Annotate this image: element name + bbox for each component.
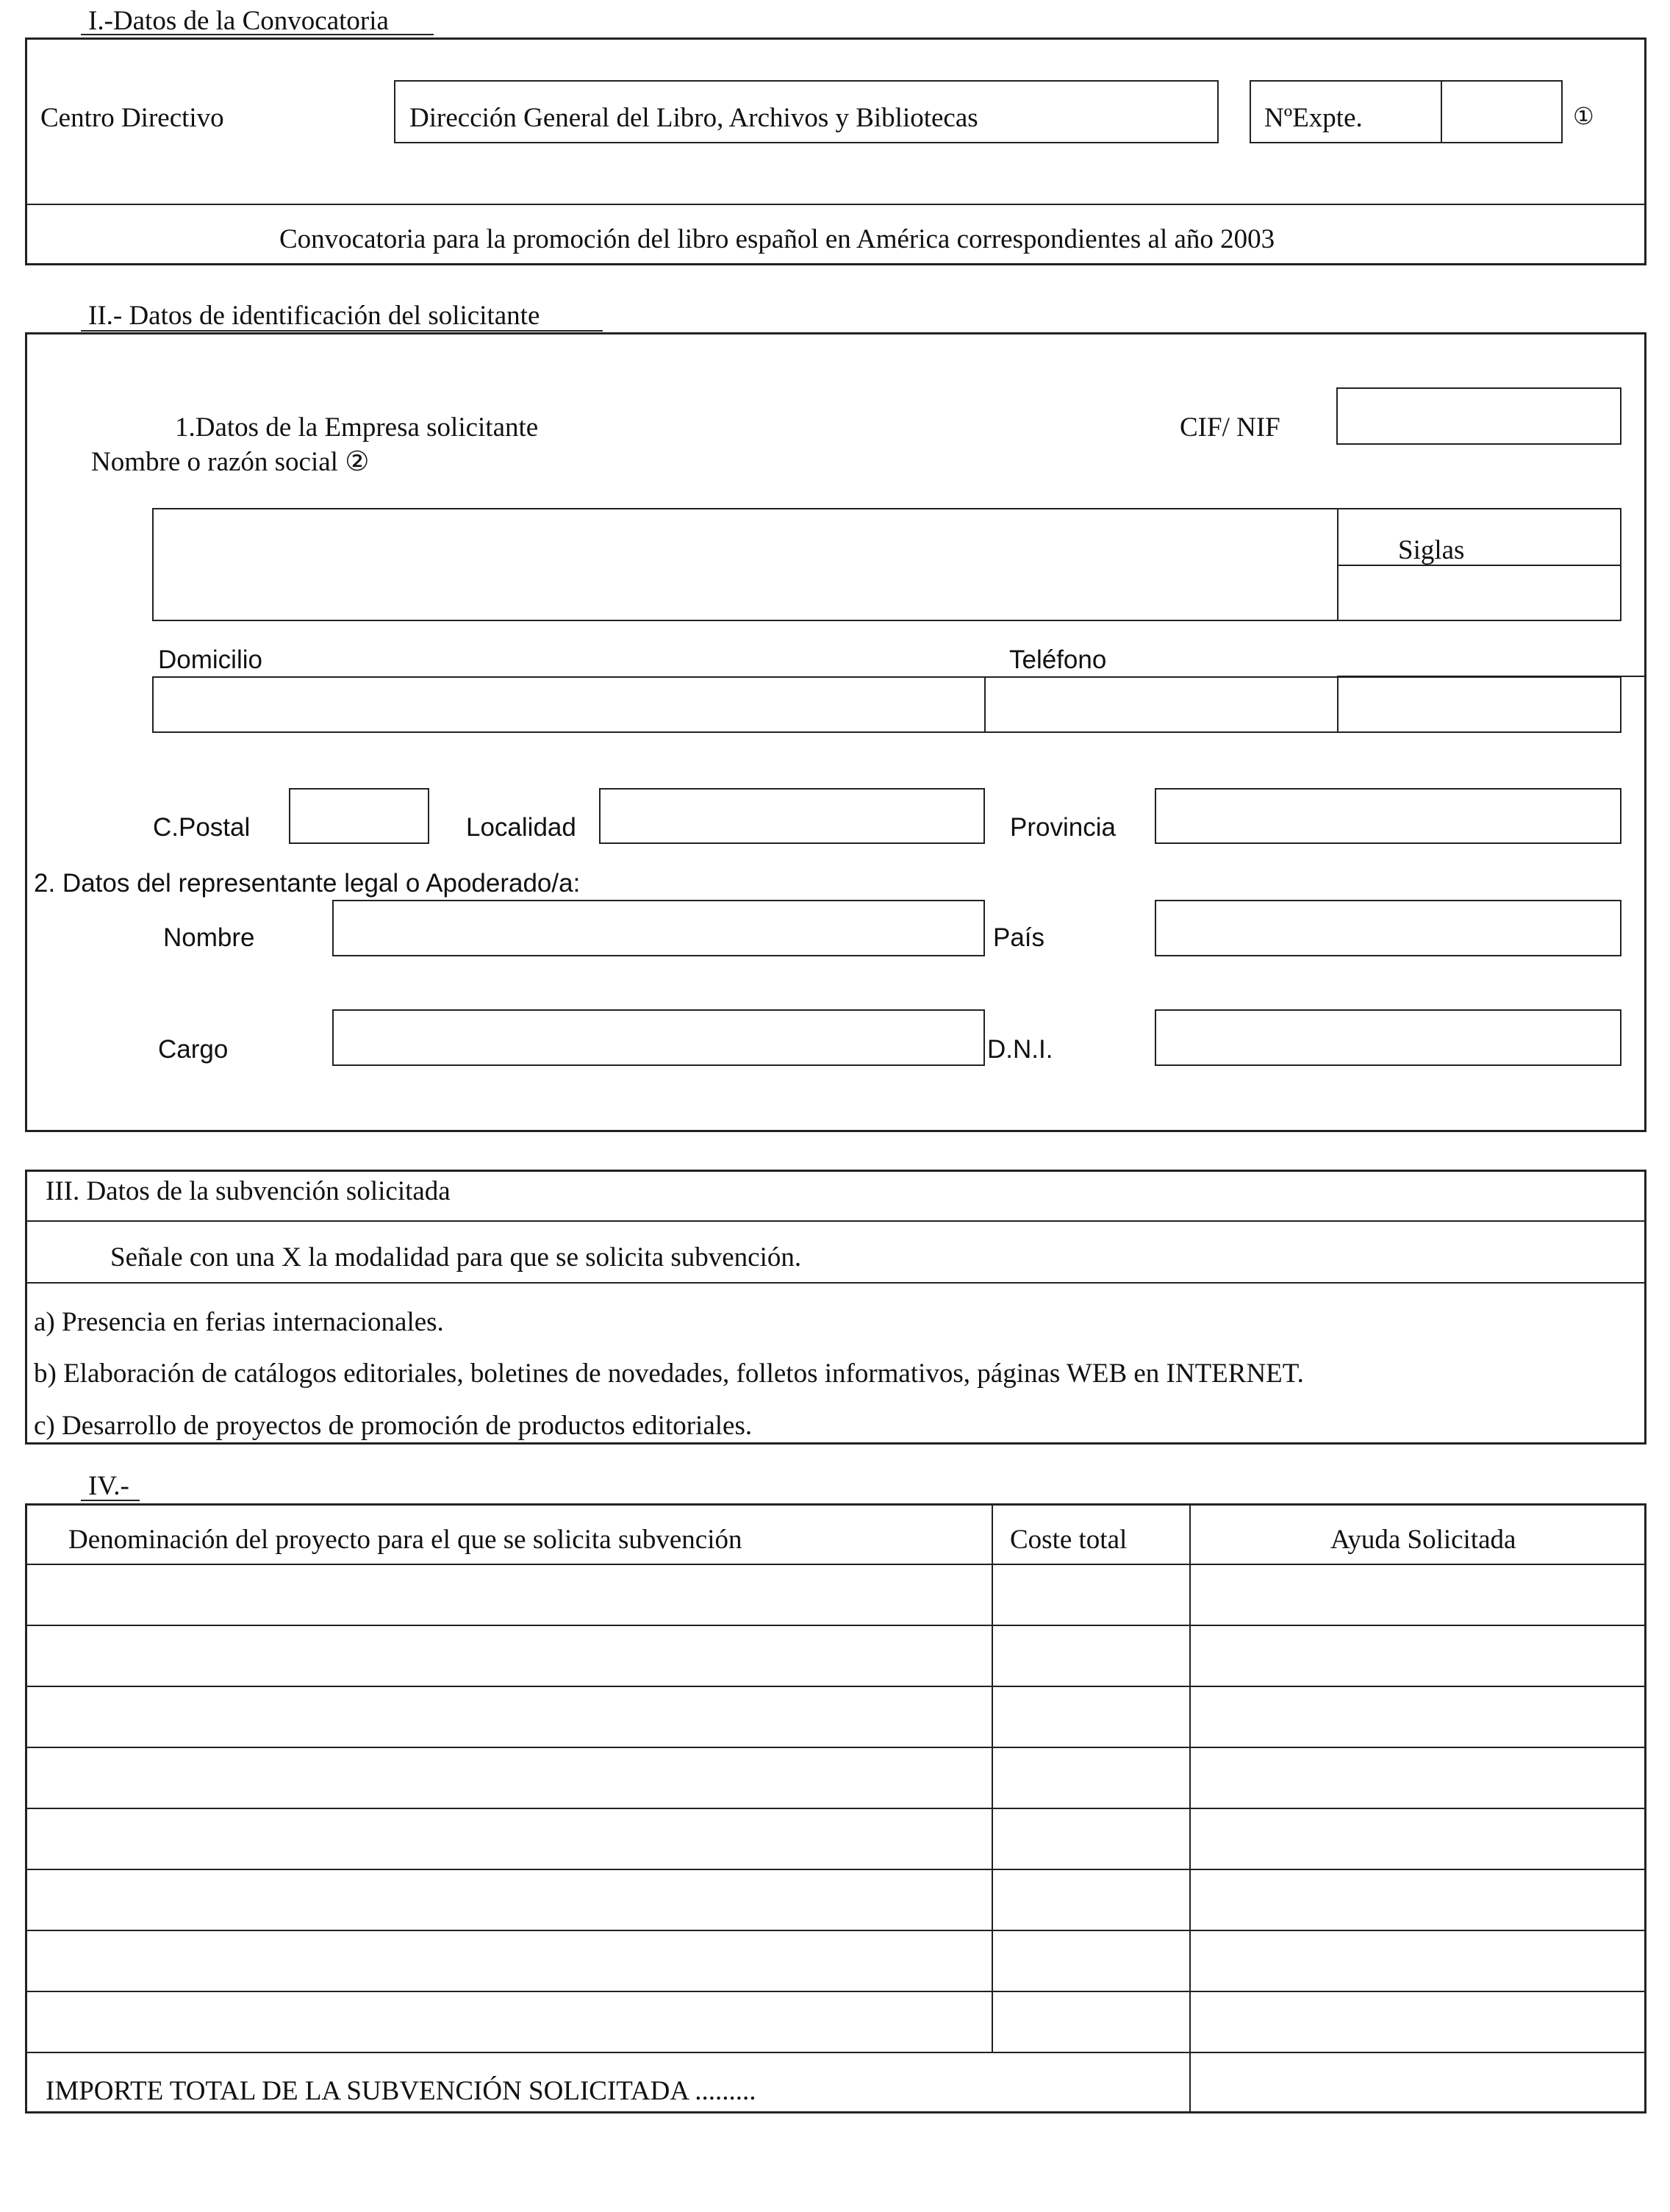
note-marker-1: ① [1573,103,1594,129]
pais-input[interactable] [1155,900,1621,956]
section1-heading-underline [81,34,434,35]
provincia-input[interactable] [1155,788,1621,844]
table-row[interactable] [27,1992,1644,2051]
razon-social-input[interactable] [152,508,1338,621]
empresa-heading: 1.Datos de la Empresa solicitante [175,412,539,443]
section3-instruction: Señale con una X la modalidad para que se solicita subvención. [110,1242,802,1273]
section4-heading-underline [81,1500,140,1501]
column-header-cost: Coste total [1010,1525,1128,1555]
pais-label: País [993,923,1045,952]
table-row[interactable] [27,1687,1644,1746]
cargo-label: Cargo [158,1035,229,1064]
column-header-aid: Ayuda Solicitada [1330,1525,1516,1555]
dni-label: D.N.I. [987,1035,1053,1064]
option-c[interactable]: c) Desarrollo de proyectos de promoción de productos editoriales. [34,1411,753,1441]
razon-social-label: Nombre o razón social ② [91,447,370,477]
table-row[interactable] [27,1809,1644,1868]
siglas-label: Siglas [1398,535,1465,565]
localidad-label: Localidad [466,813,576,842]
table-row[interactable] [27,1626,1644,1685]
table-row[interactable] [27,1748,1644,1807]
siglas-input[interactable] [1338,566,1620,620]
table-row[interactable] [27,1870,1644,1929]
total-input[interactable] [1191,2053,1644,2111]
section1-divider-short [26,204,79,205]
nombre-input[interactable] [332,900,985,956]
section3-divider-2 [26,1282,1645,1284]
section3-divider-1 [26,1220,1645,1222]
section3-heading: III. Datos de la subvención solicitada [46,1176,451,1206]
table-row[interactable] [27,1565,1644,1624]
telefono-input-1[interactable] [984,676,1338,733]
total-label: IMPORTE TOTAL DE LA SUBVENCIÓN SOLICITADA ......... [46,2076,756,2106]
cpostal-label: C.Postal [153,813,251,842]
domicilio-input[interactable] [152,676,986,733]
nombre-label: Nombre [163,923,255,952]
centro-directivo-label: Centro Directivo [40,103,224,133]
domicilio-label: Domicilio [158,645,262,674]
expte-label: NºExpte. [1264,103,1363,133]
localidad-input[interactable] [599,788,985,844]
section1-heading: I.-Datos de la Convocatoria [88,6,389,36]
cif-label: CIF/ NIF [1180,412,1280,443]
table-row[interactable] [27,1931,1644,1990]
representante-heading: 2. Datos del representante legal o Apoderado/a: [34,869,581,898]
section2-heading-underline [81,330,603,332]
centro-directivo-value: Dirección General del Libro, Archivos y Bibliotecas [409,103,978,133]
column-header-project: Denominación del proyecto para el que se solicita subvención [68,1525,742,1555]
telefono-label: Teléfono [1009,645,1107,674]
expte-input[interactable] [1442,82,1561,142]
section2-heading: II.- Datos de identificación del solicitante [88,301,540,331]
option-b[interactable]: b) Elaboración de catálogos editoriales, boletines de novedades, folletos informativos, páginas WEB en INTERNET. [34,1359,1304,1389]
cif-input[interactable] [1336,387,1621,445]
provincia-label: Provincia [1010,813,1116,842]
cpostal-input[interactable] [289,788,429,844]
cargo-input[interactable] [332,1009,985,1066]
section1-divider [79,204,1645,205]
convocatoria-text: Convocatoria para la promoción del libro español en América correspondientes al año 2003 [279,224,1275,254]
option-a[interactable]: a) Presencia en ferias internacionales. [34,1307,444,1337]
section4-heading: IV.- [88,1471,129,1501]
telefono-input-2[interactable] [1337,676,1621,733]
dni-input[interactable] [1155,1009,1621,1066]
